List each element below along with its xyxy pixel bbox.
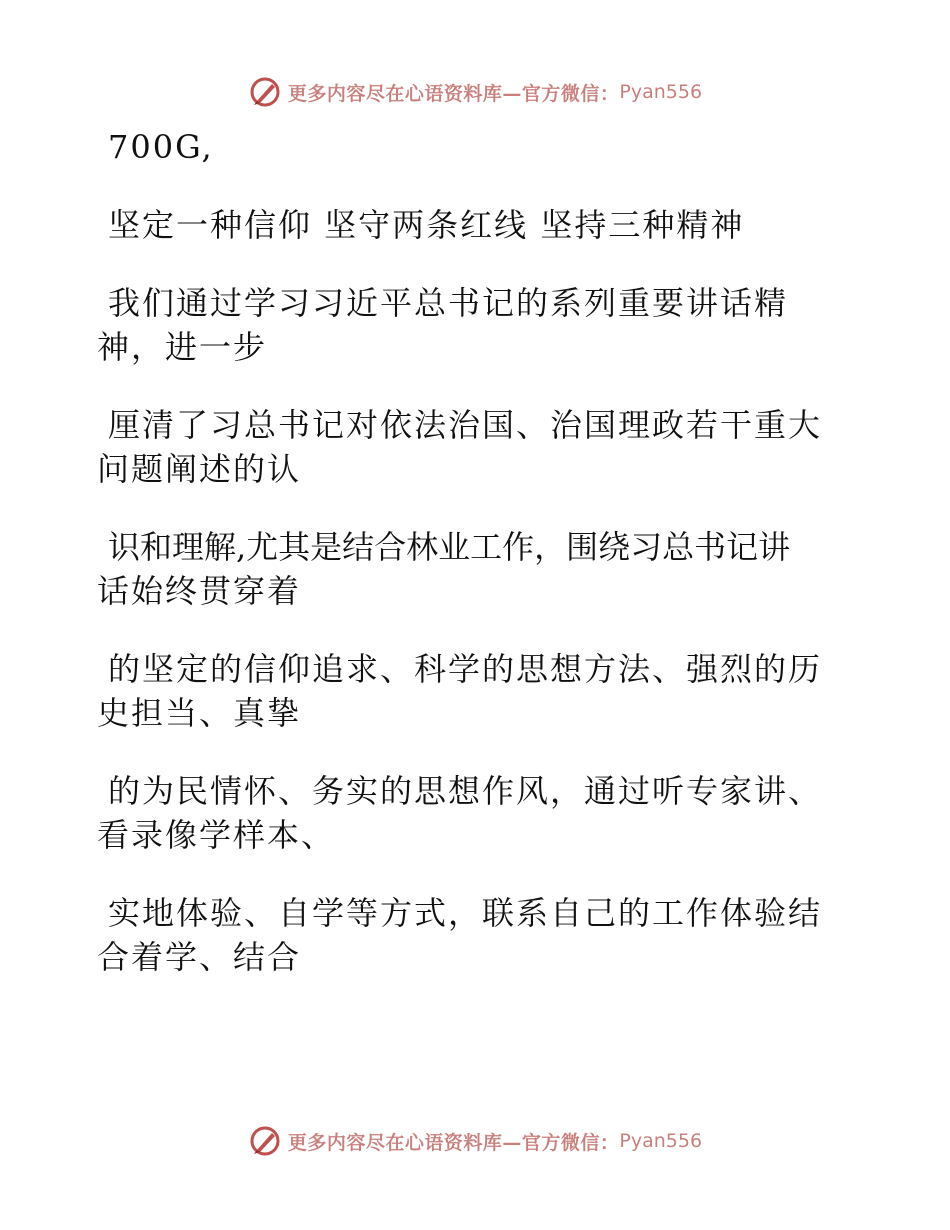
watermark-text: 更多内容尽在心语资料库—官方微信： <box>287 82 620 105</box>
doc-line: 的为民情怀、务实的思想作风，通过听专家讲、 <box>108 772 823 810</box>
doc-line: 神，进一步 <box>97 328 268 366</box>
doc-line: 识和理解,尤其是结合林业工作，围绕习总书记讲 <box>108 528 791 566</box>
doc-line: 史担当、真挚 <box>97 694 302 732</box>
pen-logo-icon <box>248 75 282 109</box>
doc-line: 我们通过学习习近平总书记的系列重要讲话精 <box>108 284 789 322</box>
doc-line: 话始终贯穿着 <box>97 572 302 610</box>
header-watermark <box>0 72 950 112</box>
doc-line: 合着学、结合 <box>97 938 302 976</box>
doc-line: 实地体验、自学等方式，联系自己的工作体验结 <box>108 894 823 932</box>
watermark-id: Pyan556 <box>619 1130 703 1152</box>
doc-line: 厘清了习总书记对依法治国、治国理政若干重大 <box>108 406 823 444</box>
doc-line: 看录像学样本、 <box>97 816 336 854</box>
watermark-text: 更多内容尽在心语资料库—官方微信： <box>287 1131 620 1154</box>
document-body <box>97 125 857 979</box>
doc-heading: 700G, <box>108 128 214 166</box>
doc-subtitle: 坚定一种信仰 坚守两条红线 坚持三种精神 <box>108 206 745 244</box>
watermark-id: Pyan556 <box>619 81 703 103</box>
pen-logo-icon <box>248 1124 282 1158</box>
doc-line: 的坚定的信仰追求、科学的思想方法、强烈的历 <box>108 650 823 688</box>
footer-watermark <box>0 1121 950 1161</box>
doc-line: 问题阐述的认 <box>97 450 302 488</box>
